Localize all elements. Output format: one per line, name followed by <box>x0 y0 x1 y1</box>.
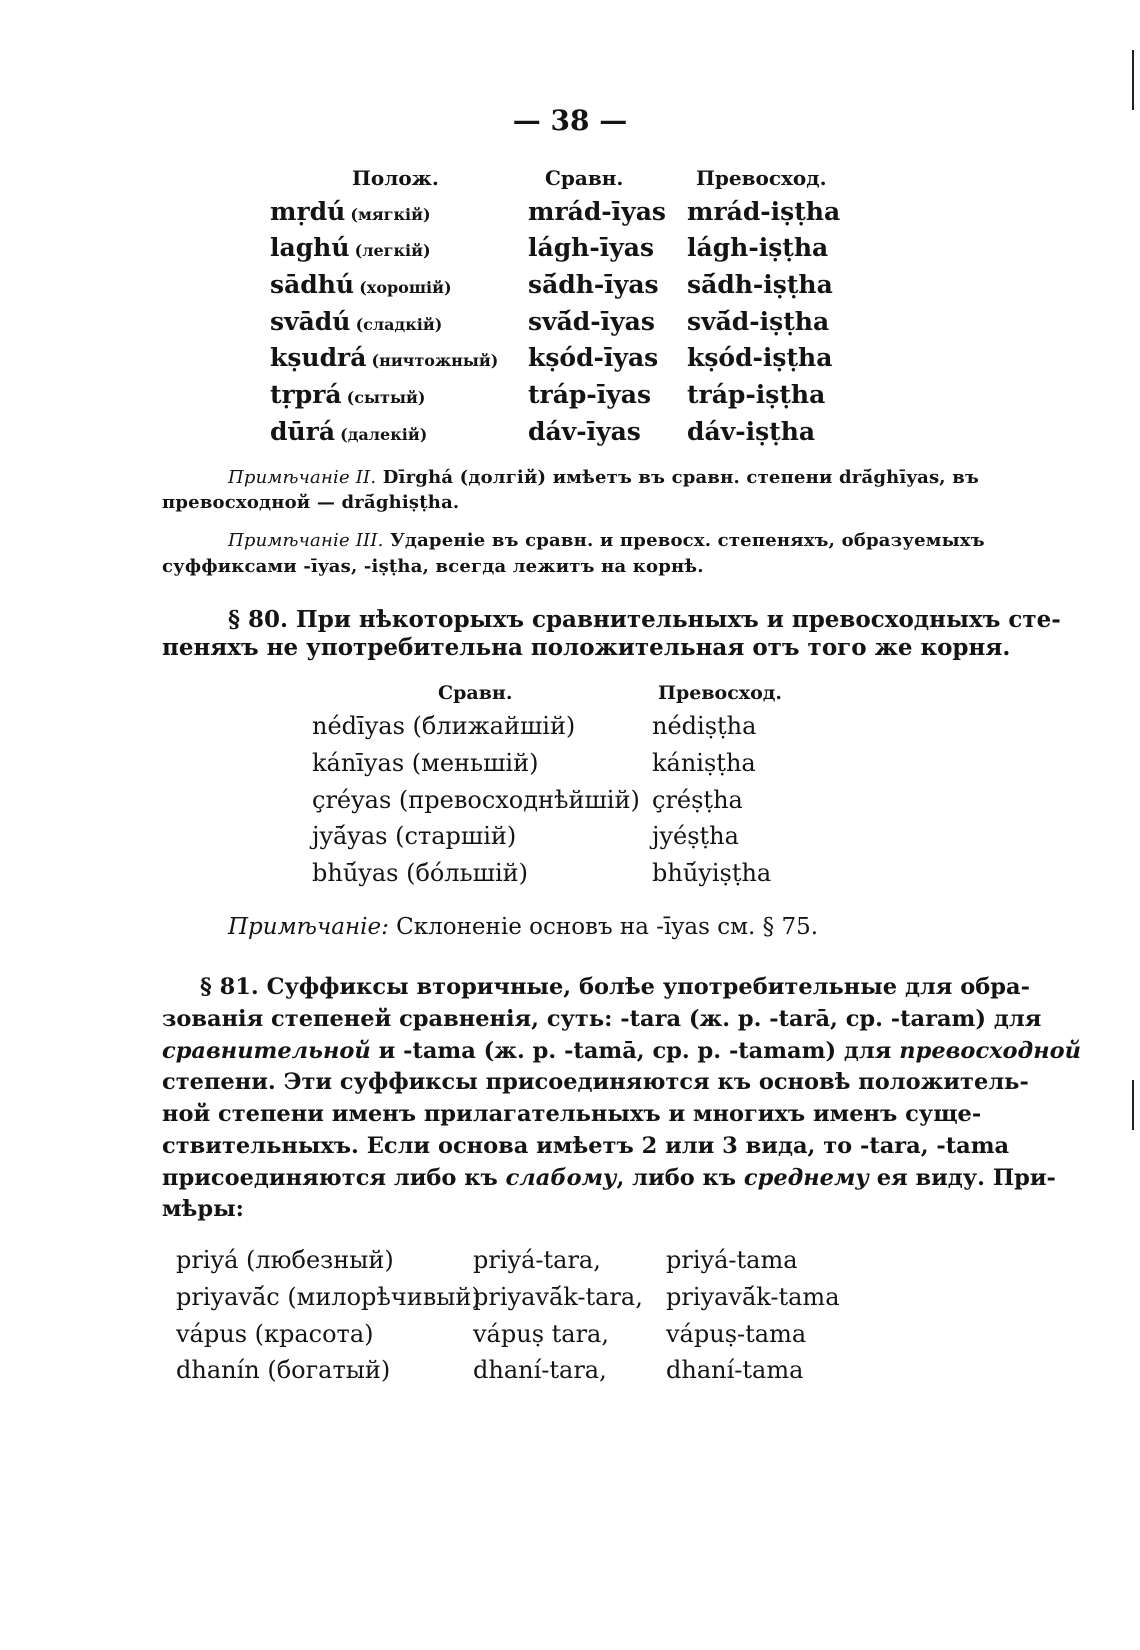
table3-superlative: priyavā́k-tama <box>666 1283 840 1311</box>
gloss: (легкій) <box>354 241 431 260</box>
table3-comparative: priyavā́k-tara, <box>473 1283 643 1311</box>
note-2-line-1: Примѣчаніе II. Dīrghá (долгій) имѣетъ въ сравн. степени drā́ghīyas, въ <box>228 467 979 488</box>
section-81-line-7: присоединяются либо къ слабому, либо къ среднему ея виду. При- <box>162 1165 1056 1191</box>
section-81-line-3: сравнительной и -tama (ж. р. -tamā, ср. р. -tamam) для превосходной <box>162 1038 1081 1064</box>
table1-row <box>270 307 442 336</box>
table3-superlative: priyá-tama <box>666 1246 798 1274</box>
word: svādú <box>270 307 351 336</box>
table1-header-comparative: Сравн. <box>545 166 624 190</box>
table1-row <box>270 417 427 446</box>
superlative-form: svā́d-iṣṭha <box>687 307 830 336</box>
superlative-form: mrád-iṣṭha <box>687 197 841 226</box>
superlative-form: tráp-iṣṭha <box>687 380 826 409</box>
table1-row <box>270 343 498 372</box>
section-81-line-4: степени. Эти суффиксы присоединяются къ основѣ положитель- <box>162 1069 1029 1095</box>
table2-header-comparative: Сравн. <box>438 682 513 704</box>
table3-superlative: dhaní-tama <box>666 1356 804 1384</box>
table3-comparative: vápuṣ tara, <box>473 1320 609 1348</box>
comparative-form: kṣód-īyas <box>528 343 659 372</box>
table3-word: priyavā́c (милорѣчивый) <box>176 1283 481 1311</box>
scan-edge-mark <box>1132 1080 1134 1130</box>
section-81-line-8: мѣры: <box>162 1196 244 1222</box>
table2-comparative: çréyas (превосходнѣйшій) <box>312 786 640 814</box>
note-3-label: Примѣчаніе III. <box>228 530 384 551</box>
section-81-line-1: § 81. Суффиксы вторичные, болѣе употребительные для обра- <box>200 974 1030 1000</box>
superlative-form: dáv-iṣṭha <box>687 417 816 446</box>
comparative-form: lágh-īyas <box>528 233 655 262</box>
note-3-line-2: суффиксами -īyas, -iṣṭha, всегда лежитъ на корнѣ. <box>162 556 704 577</box>
table1-header-positive: Полож. <box>352 166 439 190</box>
comparative-form: mrád-īyas <box>528 197 666 226</box>
table1-header-superlative: Превосход. <box>696 166 827 190</box>
table3-superlative: vápuṣ-tama <box>666 1320 807 1348</box>
word: tṛprá <box>270 380 342 409</box>
table2-superlative: nédiṣṭha <box>652 712 757 740</box>
page-number: — 38 — <box>512 104 628 137</box>
remark <box>228 914 818 940</box>
table2-comparative: nédīyas (ближайшій) <box>312 712 576 740</box>
section-80-line-1: § 80. При нѣкоторыхъ сравнительныхъ и превосходныхъ сте- <box>228 606 1061 633</box>
table3-comparative: priyá-tara, <box>473 1246 601 1274</box>
table1-row <box>270 197 431 226</box>
gloss: (хорошій) <box>359 278 452 297</box>
section-80-line-2: пеняхъ не употребительна положительная отъ того же корня. <box>162 634 1011 661</box>
gloss: (ничтожный) <box>371 351 499 370</box>
table3-comparative: dhaní-tara, <box>473 1356 607 1384</box>
word: laghú <box>270 233 350 262</box>
gloss: (сладкій) <box>355 315 443 334</box>
table2-superlative: jyéṣṭha <box>652 822 739 850</box>
superlative-form: kṣód-iṣṭha <box>687 343 833 372</box>
section-81-line-5: ной степени именъ прилагательныхъ и многихъ именъ суще- <box>162 1101 982 1127</box>
word: sādhú <box>270 270 355 299</box>
word: kṣudrá <box>270 343 367 372</box>
comparative-form: dáv-īyas <box>528 417 641 446</box>
table2-header-superlative: Превосход. <box>658 682 783 704</box>
remark-label: Примѣчаніе: <box>228 914 389 940</box>
gloss: (мягкій) <box>350 205 431 224</box>
word: mṛdú <box>270 197 346 226</box>
table2-superlative: bhū́yiṣṭha <box>652 859 772 887</box>
table3-word: priyá (любезный) <box>176 1246 394 1274</box>
table2-superlative: çréṣṭha <box>652 786 743 814</box>
table2-superlative: kániṣṭha <box>652 749 756 777</box>
section-81-line-2: зованія степеней сравненія, суть: -tara (ж. р. -tarā, ср. -taram) для <box>162 1006 1042 1032</box>
comparative-form: svā́d-īyas <box>528 307 655 336</box>
note-3-line-1: Примѣчаніе III. Удареніе въ сравн. и превосх. степеняхъ, образуемыхъ <box>228 530 985 551</box>
table3-word: dhanín (богатый) <box>176 1356 391 1384</box>
remark-text: Склоненіе основъ на -īyas см. § 75. <box>396 914 819 940</box>
comparative-form: sā́dh-īyas <box>528 270 659 299</box>
superlative-form: lágh-iṣṭha <box>687 233 829 262</box>
comparative-form: tráp-īyas <box>528 380 652 409</box>
table2-comparative: kánīyas (меньшій) <box>312 749 539 777</box>
table2-comparative: bhū́yas (бóльшій) <box>312 859 529 887</box>
section-81-line-6: ствительныхъ. Если основа имѣетъ 2 или 3 вида, то -tara, -tama <box>162 1133 1010 1159</box>
table3-word: vápus (красота) <box>176 1320 374 1348</box>
gloss: (сытый) <box>346 388 426 407</box>
gloss: (далекій) <box>340 425 428 444</box>
table1-row <box>270 380 425 409</box>
word: dūrá <box>270 417 336 446</box>
note-2-line-2: превосходной — drā́ghiṣṭha. <box>162 492 460 513</box>
table1-row <box>270 233 431 262</box>
scan-edge-mark <box>1132 50 1134 110</box>
table2-comparative: jyā́yas (старшій) <box>312 822 517 850</box>
superlative-form: sā́dh-iṣṭha <box>687 270 833 299</box>
note-2-label: Примѣчаніе II. <box>228 467 377 488</box>
table1-row <box>270 270 452 299</box>
